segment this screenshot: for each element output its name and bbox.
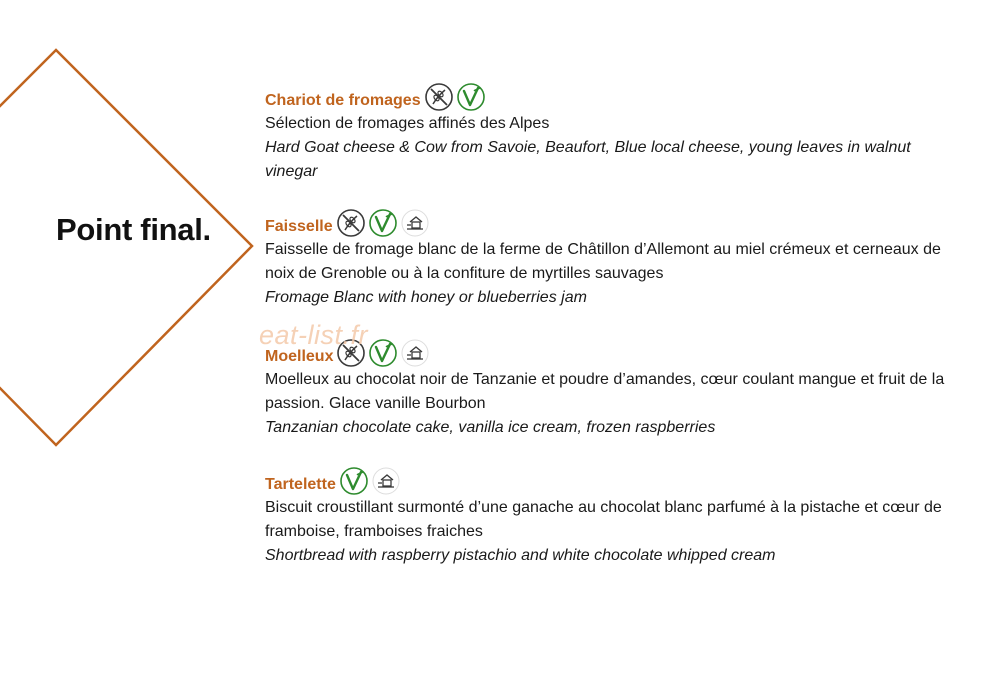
item-description-fr: Biscuit croustillant surmonté d’une ganache au chocolat blanc parfumé à la pistache et cœur de framboise, framboises fraiches (265, 499, 942, 540)
gluten-free-icon (336, 338, 366, 368)
item-description-en: Fromage Blanc with honey or blueberries jam (265, 289, 587, 306)
gluten-free-icon (336, 208, 366, 238)
local-farm-icon (400, 338, 430, 368)
vegetarian-icon (368, 338, 398, 368)
gluten-free-icon (424, 82, 454, 112)
diet-icons (336, 338, 432, 368)
item-description-en: Tanzanian chocolate cake, vanilla ice cream, frozen raspberries (265, 419, 716, 436)
item-name: Tartelette (265, 476, 336, 493)
local-farm-icon (400, 208, 430, 238)
item-name: Chariot de fromages (265, 92, 421, 109)
section-title: Point final. (56, 212, 211, 247)
item-header (265, 204, 965, 238)
local-farm-icon (371, 466, 401, 496)
item-header (265, 78, 965, 112)
watermark: eat-list.fr (259, 320, 369, 350)
diet-icons (339, 466, 403, 496)
menu-item-chariot-de-fromages (265, 78, 965, 184)
menu-item-moelleux (265, 334, 965, 440)
vegetarian-icon (368, 208, 398, 238)
menu-item-faisselle (265, 204, 965, 310)
item-header (265, 334, 965, 368)
item-description-fr: Faisselle de fromage blanc de la ferme de Châtillon d’Allemont au miel crémeux et cerneaux de noix de Grenoble ou à la confiture de myrtilles sauvages (265, 241, 941, 282)
item-description-fr: Moelleux au chocolat noir de Tanzanie et poudre d’amandes, cœur coulant mangue et fruit de la passion. Glace vanille Bourbon (265, 371, 945, 412)
item-header (265, 462, 965, 496)
diet-icons (336, 208, 432, 238)
vegetarian-icon (456, 82, 486, 112)
diet-icons (424, 82, 488, 112)
item-name: Moelleux (265, 348, 334, 365)
item-description-en: Shortbread with raspberry pistachio and white chocolate whipped cream (265, 547, 776, 564)
item-description-en: Hard Goat cheese & Cow from Savoie, Beaufort, Blue local cheese, young leaves in walnut vinegar (265, 139, 911, 180)
item-description-fr: Sélection de fromages affinés des Alpes (265, 115, 550, 132)
menu-item-tartelette (265, 462, 965, 568)
vegetarian-icon (339, 466, 369, 496)
item-name: Faisselle (265, 218, 333, 235)
